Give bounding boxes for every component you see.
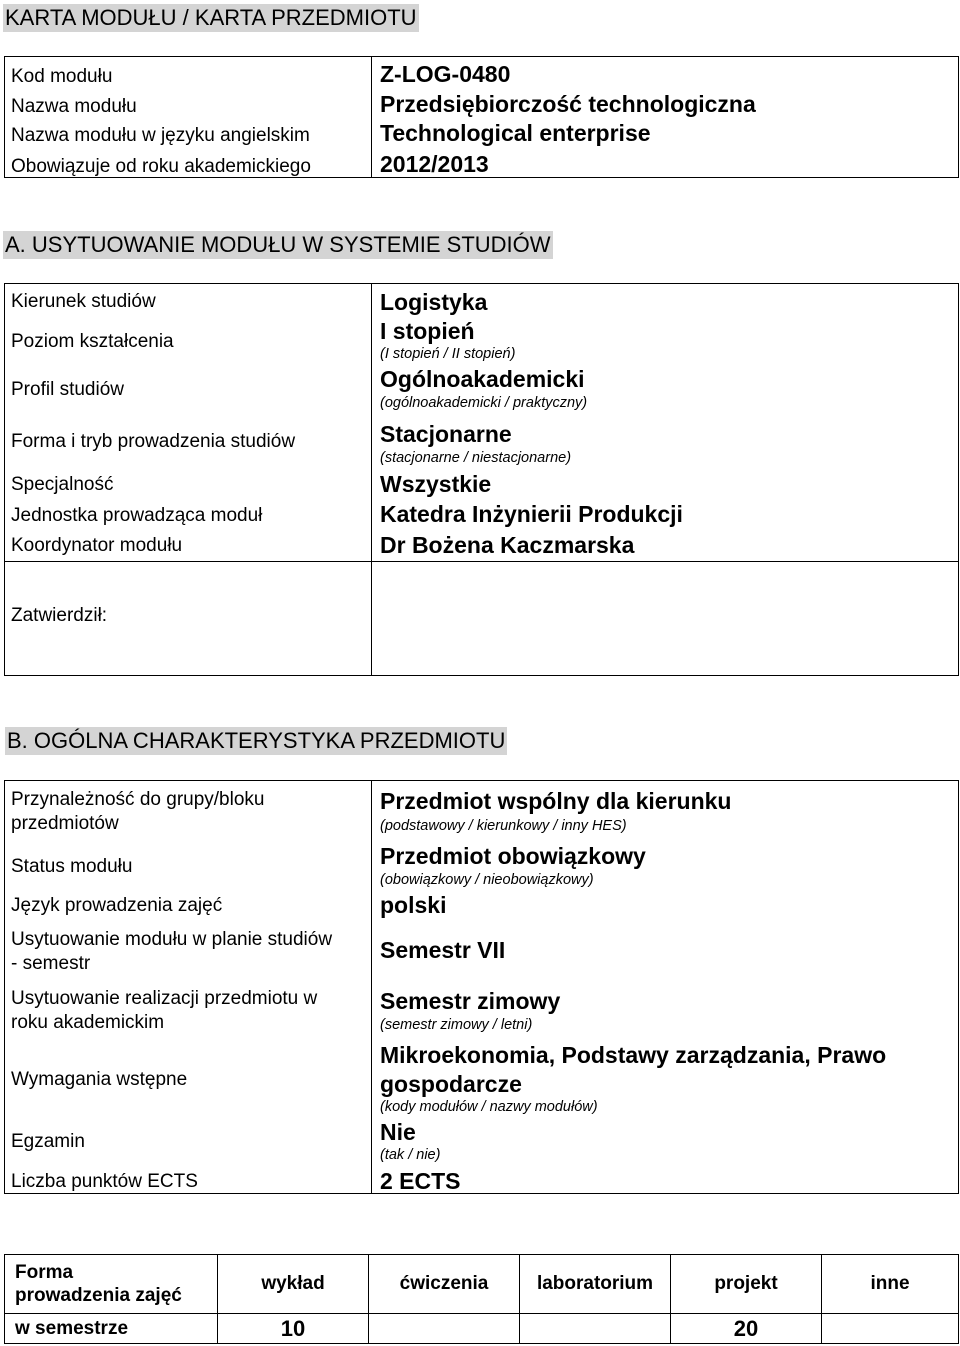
profil-value: Ogólnoakademicki (380, 366, 585, 392)
section-a-title: A. USYTUOWANIE MODUŁU W SYSTEMIE STUDIÓW (5, 232, 551, 257)
approved-value-cell (372, 562, 959, 676)
grupa-label-1: Przynależność do grupy/bloku (11, 789, 265, 810)
hours-wyklad: 10 (218, 1314, 369, 1344)
profil-label: Profil studiów (11, 379, 124, 400)
realizacja-label-2: roku akademickim (11, 1012, 165, 1033)
forms-header-cell (5, 1255, 218, 1314)
module-name-label: Nazwa modułu (11, 96, 137, 117)
forma-label: Forma i tryb prowadzenia studiów (11, 431, 296, 452)
module-code-value: Z-LOG-0480 (380, 61, 511, 87)
section-b-title: B. OGÓLNA CHARAKTERYSTYKA PRZEDMIOTU (7, 728, 506, 753)
section-b-values (372, 781, 959, 1194)
wymagania-value-1: Mikroekonomia, Podstawy zarządzania, Prawo (380, 1042, 887, 1068)
column-inne: inne (822, 1255, 959, 1314)
status-value: Przedmiot obowiązkowy (380, 843, 646, 869)
column-cwiczenia: ćwiczenia (369, 1255, 520, 1314)
section-a-labels (5, 284, 372, 562)
ects-label: Liczba punktów ECTS (11, 1171, 198, 1192)
egzamin-label: Egzamin (11, 1131, 85, 1152)
profil-hint: (ogólnoakademicki / praktyczny) (380, 395, 588, 411)
realizacja-value: Semestr zimowy (380, 988, 561, 1014)
valid-from-label: Obowiązuje od roku akademickiego (11, 156, 311, 177)
realizacja-hint: (semestr zimowy / letni) (380, 1017, 533, 1033)
koordynator-value: Dr Bożena Kaczmarska (380, 532, 635, 558)
jezyk-value: polski (380, 892, 447, 918)
module-name-en-label: Nazwa modułu w języku angielskim (11, 125, 310, 146)
page-title: KARTA MODUŁU / KARTA PRZEDMIOTU (5, 5, 417, 30)
wymagania-label: Wymagania wstępne (11, 1069, 188, 1090)
hours-laboratorium (520, 1314, 671, 1344)
valid-from-value: 2012/2013 (380, 151, 489, 177)
module-info-table (4, 56, 959, 178)
approved-label: Zatwierdził: (11, 605, 108, 626)
jednostka-label: Jednostka prowadząca moduł (11, 505, 263, 526)
wymagania-value-2: gospodarcze (380, 1071, 522, 1097)
kierunek-label: Kierunek studiów (11, 291, 156, 312)
class-forms-table (4, 1254, 959, 1344)
realizacja-label-1: Usytuowanie realizacji przedmiotu w (11, 988, 318, 1009)
approved-label-cell (5, 562, 372, 676)
forma-value: Stacjonarne (380, 421, 512, 447)
jezyk-label: Język prowadzenia zajęć (11, 895, 223, 916)
module-name-value: Przedsiębiorczość technologiczna (380, 91, 756, 117)
forms-header-line1: Forma (15, 1262, 74, 1283)
semestr-value: Semestr VII (380, 937, 506, 963)
hours-projekt: 20 (671, 1314, 822, 1344)
hours-cwiczenia (369, 1314, 520, 1344)
row-label-semester: w semestrze (5, 1314, 218, 1344)
module-code-label: Kod modułu (11, 66, 113, 87)
egzamin-hint: (tak / nie) (380, 1147, 441, 1163)
egzamin-value: Nie (380, 1119, 416, 1145)
specjalnosc-label: Specjalność (11, 474, 114, 495)
section-a-values (372, 284, 959, 562)
column-laboratorium: laboratorium (520, 1255, 671, 1314)
kierunek-value: Logistyka (380, 289, 488, 315)
semestr-label-1: Usytuowanie modułu w planie studiów (11, 929, 333, 950)
poziom-value: I stopień (380, 318, 475, 344)
grupa-hint: (podstawowy / kierunkowy / inny HES) (380, 818, 627, 834)
module-info-labels (5, 57, 372, 178)
forms-header-line2: prowadzenia zajęć (15, 1285, 182, 1306)
semestr-label-2: - semestr (11, 953, 91, 974)
grupa-label-2: przedmiotów (11, 813, 119, 834)
ects-value: 2 ECTS (380, 1168, 461, 1194)
poziom-label: Poziom kształcenia (11, 331, 174, 352)
poziom-hint: (I stopień / II stopień) (380, 346, 516, 362)
status-hint: (obowiązkowy / nieobowiązkowy) (380, 872, 594, 888)
module-info-values (372, 57, 959, 178)
status-label: Status modułu (11, 856, 133, 877)
hours-inne (822, 1314, 959, 1344)
section-b-table (4, 780, 959, 1194)
column-projekt: projekt (671, 1255, 822, 1314)
wymagania-hint: (kody modułów / nazwy modułów) (380, 1099, 598, 1115)
forma-hint: (stacjonarne / niestacjonarne) (380, 450, 572, 466)
specjalnosc-value: Wszystkie (380, 471, 492, 497)
grupa-value: Przedmiot wspólny dla kierunku (380, 788, 732, 814)
jednostka-value: Katedra Inżynierii Produkcji (380, 501, 683, 527)
section-a-table (4, 283, 959, 676)
column-wyklad: wykład (218, 1255, 369, 1314)
koordynator-label: Koordynator modułu (11, 535, 183, 556)
module-name-en-value: Technological enterprise (380, 120, 651, 146)
section-b-labels (5, 781, 372, 1194)
